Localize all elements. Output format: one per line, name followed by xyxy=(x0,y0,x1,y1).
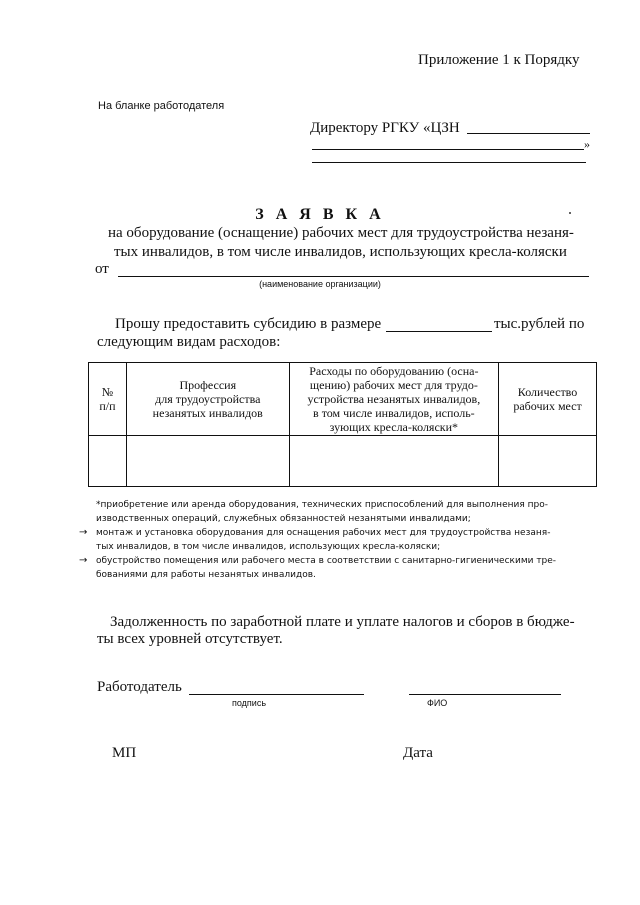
header-workplace-count: Количество рабочих мест xyxy=(499,363,597,436)
letterhead-note: На бланке работодателя xyxy=(98,100,225,112)
from-label: от xyxy=(95,261,109,277)
employer-label: Работодатель xyxy=(97,679,182,695)
name-caption: ФИО xyxy=(427,698,448,708)
footnote-line-3: монтаж и установка оборудования для оснащения рабочих мест для трудоустройства незаня- xyxy=(96,528,551,538)
name-field[interactable] xyxy=(409,694,561,695)
header-profession: Профессия для трудоустройства незанятых инвалидов xyxy=(126,363,289,436)
addressee-blank-1[interactable] xyxy=(467,133,590,134)
footnote-line-2: изводственных операций, служебных обязанностей незанятыми инвалидами; xyxy=(96,514,471,524)
table-row xyxy=(89,436,597,487)
header-expenses: Расходы по оборудованию (осна- щению) рабочих мест для трудо- устройства незанятых инвалидов, в том числе инвалидов, исполь- зующих кресла-коляски* xyxy=(289,363,498,436)
cell-expenses[interactable] xyxy=(289,436,498,487)
table-header-row xyxy=(89,363,597,436)
cell-workplace-count[interactable] xyxy=(499,436,597,487)
addressee-blank-3[interactable] xyxy=(312,162,586,163)
signature-field[interactable] xyxy=(189,694,364,695)
request-text-line-2: следующим видам расходов: xyxy=(97,334,281,350)
subsidy-amount-field[interactable] xyxy=(386,331,492,332)
footnote-line-1: *приобретение или аренда оборудования, технических приспособлений для выполнения про- xyxy=(96,500,548,510)
addressee-blank-2[interactable] xyxy=(312,149,584,150)
footnote-line-6: бованиями для работы незанятых инвалидов. xyxy=(96,570,316,580)
expenses-table xyxy=(88,362,597,487)
request-text-end: тыс.рублей по xyxy=(494,316,585,332)
document-title: З А Я В К А xyxy=(255,206,385,223)
debt-statement-line-2: ты всех уровней отсутствует. xyxy=(97,631,283,647)
appendix-label: Приложение 1 к Порядку xyxy=(418,52,580,68)
date-label: Дата xyxy=(403,745,433,761)
debt-statement-line-1: Задолженность по заработной плате и уплате налогов и сборов в бюдже- xyxy=(110,614,575,630)
arrow-icon: → xyxy=(79,555,88,566)
signature-caption: подпись xyxy=(232,698,267,708)
cell-profession[interactable] xyxy=(126,436,289,487)
quote-close: » xyxy=(584,137,590,151)
request-text-start: Прошу предоставить субсидию в размере xyxy=(115,316,382,332)
cell-number[interactable] xyxy=(89,436,127,487)
organization-caption: (наименование организации) xyxy=(259,279,381,289)
header-number: № п/п xyxy=(89,363,127,436)
footnote-line-5: обустройство помещения или рабочего места в соответствии с санитарно-гигиеническими тре- xyxy=(96,556,557,566)
stamp-place-label: МП xyxy=(112,745,137,761)
arrow-icon: → xyxy=(79,527,88,538)
subtitle-line-2: тых инвалидов, в том числе инвалидов, использующих кресла-коляски xyxy=(114,244,567,260)
organization-name-field[interactable] xyxy=(118,276,589,277)
footnote-line-4: тых инвалидов, в том числе инвалидов, использующих кресла-коляски; xyxy=(96,542,441,552)
addressee-line: Директору РГКУ «ЦЗН xyxy=(310,120,460,136)
subtitle-line-1: на оборудование (оснащение) рабочих мест для трудоустройства незаня- xyxy=(108,225,574,241)
